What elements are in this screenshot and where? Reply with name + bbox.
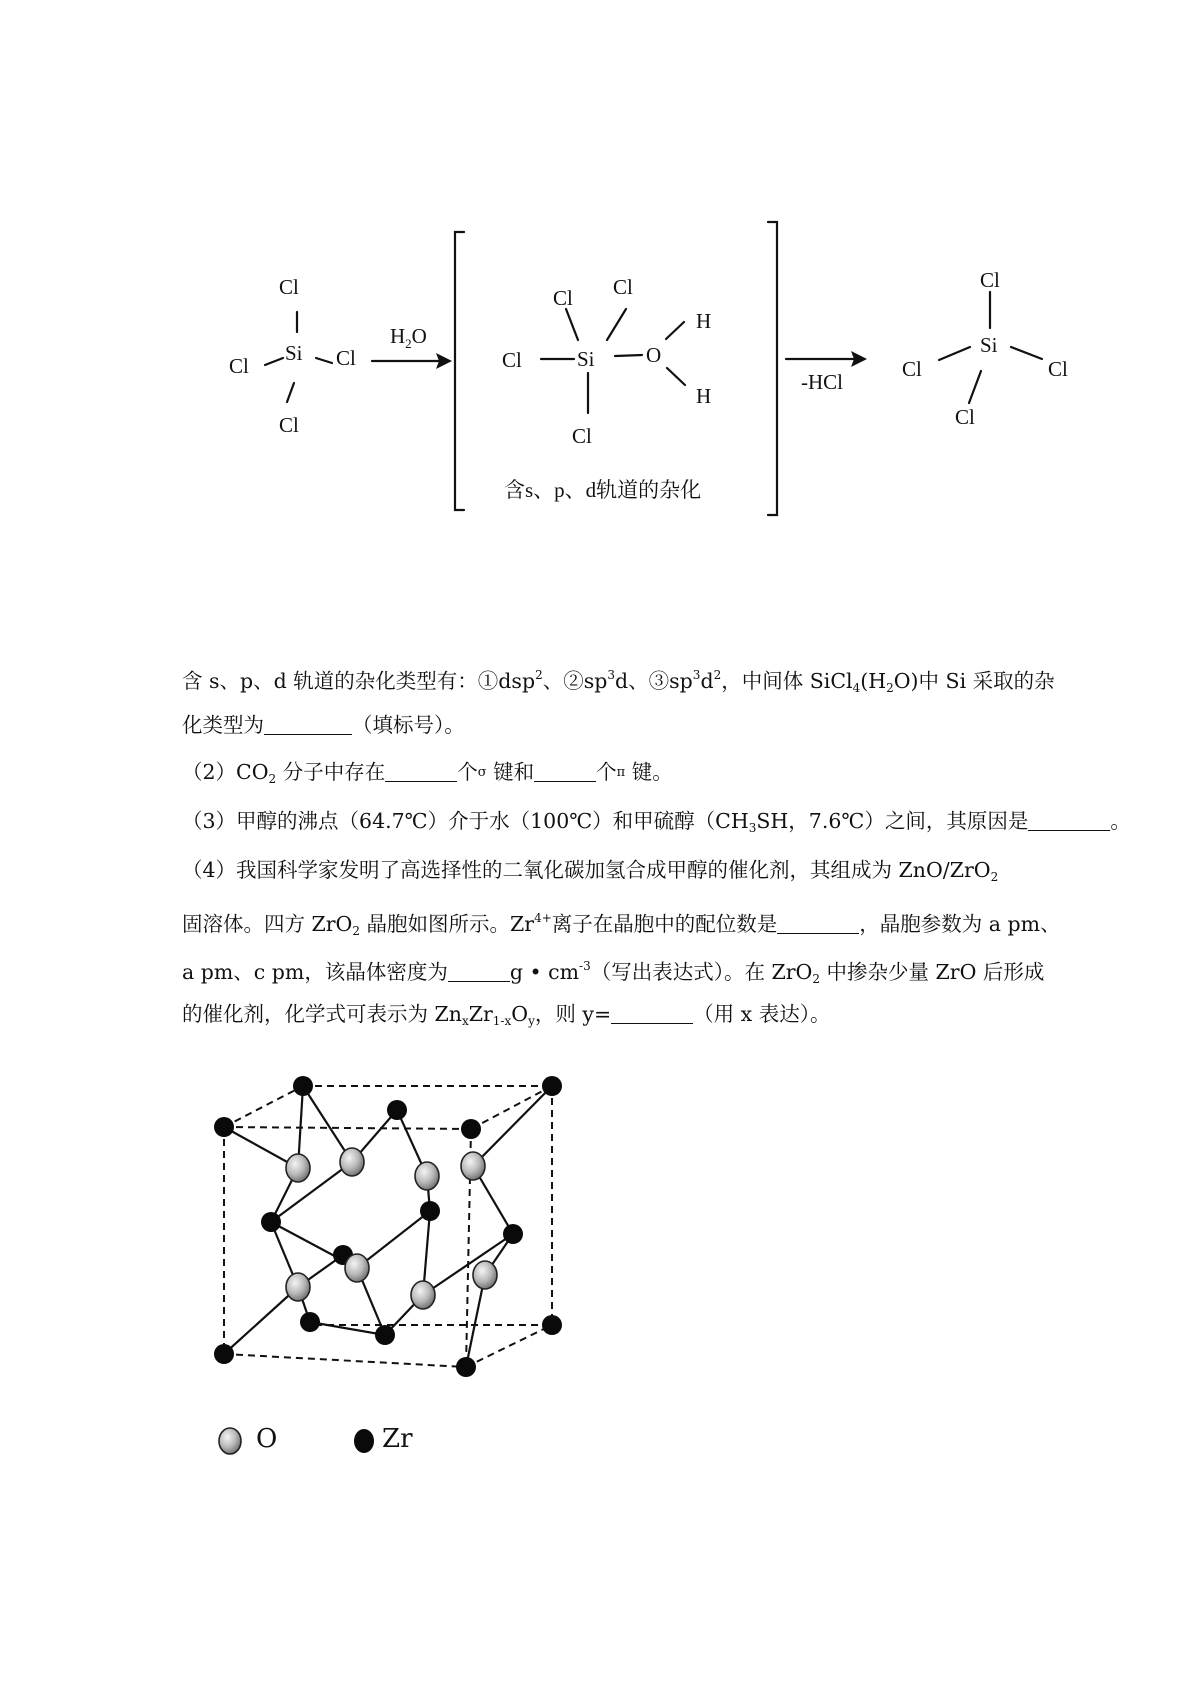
zr-atom bbox=[261, 1212, 281, 1232]
question-4-line-3: a pm、c pm，该晶体密度为 g • $cm^{-3}$（写出表达式）。在 ZrO$_2$ 中掺杂少量 ZrO 后形成 bbox=[182, 959, 1045, 986]
answer-blank[interactable] bbox=[1028, 810, 1110, 831]
zr-atom bbox=[503, 1224, 523, 1244]
o-atom bbox=[415, 1162, 439, 1190]
atom-h: H bbox=[696, 384, 712, 408]
o-atom bbox=[411, 1281, 435, 1309]
zr-atom bbox=[461, 1119, 481, 1139]
atom-cl: Cl bbox=[572, 424, 592, 448]
question-3: （3）甲醇的沸点（64.7℃）介于水（100℃）和甲硫醇（$CH_3SH$，7.6℃）之间，其原因是 。 bbox=[182, 809, 1131, 835]
zr-atom bbox=[214, 1344, 234, 1364]
o-atom bbox=[345, 1254, 369, 1282]
reaction-scheme bbox=[0, 0, 1200, 560]
o-atom bbox=[340, 1148, 364, 1176]
atom-cl: Cl bbox=[553, 286, 573, 310]
zr-atom bbox=[300, 1312, 320, 1332]
zr-atom bbox=[542, 1315, 562, 1335]
atom-cl: Cl bbox=[980, 268, 1000, 292]
atom-cl: Cl bbox=[902, 357, 922, 381]
atom-cl: Cl bbox=[1048, 357, 1068, 381]
atom-cl: Cl bbox=[279, 413, 299, 437]
legend-zr-marker bbox=[354, 1429, 374, 1453]
atom-si: Si bbox=[577, 347, 595, 371]
atom-cl: Cl bbox=[502, 348, 522, 372]
zr-atom bbox=[293, 1076, 313, 1096]
o-atom bbox=[461, 1152, 485, 1180]
atom-cl: Cl bbox=[955, 405, 975, 429]
reagent-water: $H_2O$ bbox=[390, 324, 427, 351]
answer-blank[interactable] bbox=[448, 961, 510, 982]
legend-o-label: O bbox=[256, 1424, 278, 1454]
o-atom bbox=[286, 1154, 310, 1182]
o-atom bbox=[473, 1261, 497, 1289]
atom-cl: Cl bbox=[279, 275, 299, 299]
question-4-line-4: 的催化剂，化学式可表示为 $Zn_xZr_{1-x}O_y$，则 y= （用 x 表达）。 bbox=[182, 1002, 831, 1028]
answer-blank[interactable] bbox=[534, 761, 596, 782]
answer-blank[interactable] bbox=[264, 714, 352, 735]
question-1-line-2: 化类型为 （填标号）。 bbox=[182, 713, 465, 737]
zr-atom bbox=[214, 1117, 234, 1137]
zr-atom bbox=[387, 1100, 407, 1120]
o-atoms bbox=[286, 1148, 497, 1309]
question-4-line-2: 固溶体。四方 ZrO$_2$ 晶胞如图所示。$Zr^{4+}$离子在晶胞中的配位数是 ，晶胞参数为 a pm、 bbox=[182, 911, 1061, 938]
question-1-line-1: 含 s、p、d 轨道的杂化类型有：①dsp$^2$、$②sp^3d$、$③sp^3d^2$，中间体 $SiCl_4(H_2O)$中 Si 采取的杂 bbox=[182, 668, 1055, 695]
atom-cl: Cl bbox=[336, 346, 356, 370]
o-atom bbox=[286, 1273, 310, 1301]
zro2-unit-cell-figure bbox=[0, 1060, 620, 1480]
atom-si: Si bbox=[285, 341, 303, 365]
answer-blank[interactable] bbox=[777, 913, 859, 934]
byproduct-label: -HCl bbox=[801, 370, 843, 394]
atom-si: Si bbox=[980, 333, 998, 357]
atom-cl: Cl bbox=[613, 275, 633, 299]
hybridization-caption: 含s、p、d轨道的杂化 bbox=[504, 478, 702, 502]
atom-cl: Cl bbox=[229, 354, 249, 378]
question-4-line-1: （4）我国科学家发明了高选择性的二氧化碳加氢合成甲醇的催化剂，其组成为 ZnO/ZrO$_2$ bbox=[182, 858, 999, 884]
zr-atom bbox=[456, 1357, 476, 1377]
legend-zr-label: Zr bbox=[382, 1424, 413, 1454]
answer-blank[interactable] bbox=[611, 1003, 693, 1024]
answer-blank[interactable] bbox=[385, 761, 457, 782]
zr-atom bbox=[542, 1076, 562, 1096]
zr-atom bbox=[420, 1201, 440, 1221]
question-2: $(2)CO_2$ 分子中存在 个σ 键和 个π 键。 bbox=[182, 760, 673, 786]
atom-o: O bbox=[646, 343, 662, 367]
legend-o-marker bbox=[219, 1428, 241, 1454]
atom-h: H bbox=[696, 309, 712, 333]
zr-atom bbox=[375, 1325, 395, 1345]
